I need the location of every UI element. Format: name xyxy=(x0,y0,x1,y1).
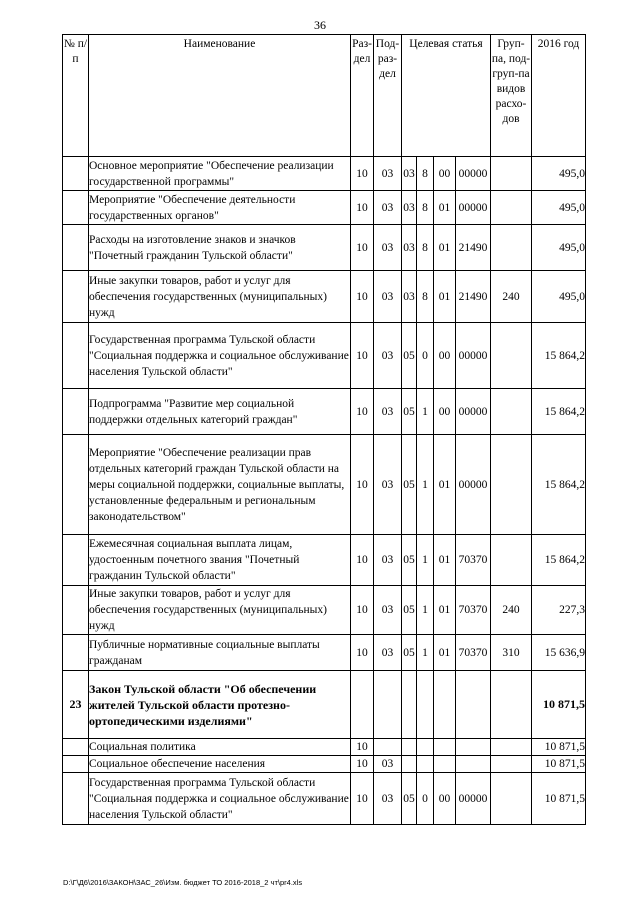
row-target-direction: 00000 xyxy=(456,435,491,535)
row-name: Мероприятие "Обеспечение реализации прав отдельных категорий граждан Тульской области на меры социальной поддержки, социальные выплаты, установленные федеральным и региональным законодательством" xyxy=(89,435,351,535)
row-podrazdel: 03 xyxy=(374,535,402,586)
table-row xyxy=(63,635,586,671)
row-target-program: 03 xyxy=(402,225,417,271)
row-target-subprogram: 1 xyxy=(417,535,434,586)
row-podrazdel: 03 xyxy=(374,157,402,191)
row-number xyxy=(63,739,89,756)
row-name: Мероприятие "Обеспечение деятельности государственных органов" xyxy=(89,191,351,225)
row-expense-group xyxy=(491,191,532,225)
row-amount: 15 864,2 xyxy=(532,323,586,389)
row-target-subprogram: 0 xyxy=(417,323,434,389)
row-amount: 10 871,5 xyxy=(532,671,586,739)
row-name: Публичные нормативные социальные выплаты гражданам xyxy=(89,635,351,671)
row-razdel: 10 xyxy=(351,635,374,671)
row-amount: 227,3 xyxy=(532,586,586,635)
row-name: Государственная программа Тульской области "Социальная поддержка и социальное обслуживание населения Тульской области" xyxy=(89,773,351,825)
row-name: Подпрограмма "Развитие мер социальной поддержки отдельных категорий граждан" xyxy=(89,389,351,435)
row-target-subprogram: 1 xyxy=(417,586,434,635)
row-target-event: 00 xyxy=(434,323,456,389)
row-target-direction: 00000 xyxy=(456,191,491,225)
table-row xyxy=(63,389,586,435)
row-target-subprogram xyxy=(417,671,434,739)
budget-table xyxy=(62,34,586,825)
table-row xyxy=(63,535,586,586)
row-razdel: 10 xyxy=(351,773,374,825)
row-target-subprogram: 8 xyxy=(417,225,434,271)
row-target-subprogram xyxy=(417,756,434,773)
row-target-event: 01 xyxy=(434,635,456,671)
row-target-event: 00 xyxy=(434,157,456,191)
row-expense-group xyxy=(491,323,532,389)
row-amount: 15 864,2 xyxy=(532,435,586,535)
row-expense-group xyxy=(491,225,532,271)
row-name: Иные закупки товаров, работ и услуг для обеспечения государственных (муниципальных) нужд xyxy=(89,271,351,323)
col-podrazdel-header: Под-раз-дел xyxy=(374,35,402,157)
row-target-direction: 70370 xyxy=(456,535,491,586)
row-target-subprogram: 8 xyxy=(417,191,434,225)
row-target-direction: 00000 xyxy=(456,157,491,191)
row-number: 23 xyxy=(63,671,89,739)
row-target-event xyxy=(434,739,456,756)
row-podrazdel: 03 xyxy=(374,773,402,825)
row-razdel: 10 xyxy=(351,271,374,323)
row-target-program xyxy=(402,671,417,739)
row-target-event: 01 xyxy=(434,535,456,586)
row-target-subprogram: 1 xyxy=(417,635,434,671)
row-target-direction: 70370 xyxy=(456,635,491,671)
row-number xyxy=(63,225,89,271)
row-number xyxy=(63,635,89,671)
row-target-program xyxy=(402,739,417,756)
row-target-program: 05 xyxy=(402,586,417,635)
row-target-program: 03 xyxy=(402,271,417,323)
col-razdel-header: Раз-дел xyxy=(351,35,374,157)
row-target-program: 05 xyxy=(402,535,417,586)
row-amount: 495,0 xyxy=(532,271,586,323)
row-podrazdel: 03 xyxy=(374,756,402,773)
row-number xyxy=(63,389,89,435)
row-name: Социальное обеспечение населения xyxy=(89,756,351,773)
row-target-program: 05 xyxy=(402,389,417,435)
table-body xyxy=(63,157,586,825)
row-name: Закон Тульской области "Об обеспечении жителей Тульской области протезно-ортопедическими изделиями" xyxy=(89,671,351,739)
row-target-program: 05 xyxy=(402,323,417,389)
row-amount: 495,0 xyxy=(532,191,586,225)
row-razdel: 10 xyxy=(351,535,374,586)
row-podrazdel: 03 xyxy=(374,191,402,225)
row-razdel: 10 xyxy=(351,323,374,389)
row-target-direction: 21490 xyxy=(456,225,491,271)
row-target-event: 00 xyxy=(434,389,456,435)
row-amount: 10 871,5 xyxy=(532,773,586,825)
row-number xyxy=(63,323,89,389)
row-amount: 15 864,2 xyxy=(532,389,586,435)
row-target-event: 01 xyxy=(434,191,456,225)
row-expense-group xyxy=(491,157,532,191)
row-target-direction xyxy=(456,739,491,756)
row-target-direction: 00000 xyxy=(456,323,491,389)
row-name: Основное мероприятие "Обеспечение реализации государственной программы" xyxy=(89,157,351,191)
row-expense-group xyxy=(491,671,532,739)
row-podrazdel: 03 xyxy=(374,225,402,271)
row-razdel: 10 xyxy=(351,586,374,635)
row-podrazdel: 03 xyxy=(374,323,402,389)
row-target-program: 05 xyxy=(402,435,417,535)
row-podrazdel: 03 xyxy=(374,635,402,671)
row-expense-group: 240 xyxy=(491,271,532,323)
row-number xyxy=(63,157,89,191)
row-podrazdel: 03 xyxy=(374,586,402,635)
row-amount: 10 871,5 xyxy=(532,739,586,756)
row-target-event: 01 xyxy=(434,435,456,535)
row-name: Иные закупки товаров, работ и услуг для обеспечения государственных (муниципальных) нужд xyxy=(89,586,351,635)
page-number: 36 xyxy=(314,18,326,32)
row-expense-group xyxy=(491,756,532,773)
table-row xyxy=(63,756,586,773)
row-target-program: 03 xyxy=(402,191,417,225)
row-target-subprogram: 1 xyxy=(417,389,434,435)
table-row xyxy=(63,435,586,535)
row-target-direction: 00000 xyxy=(456,773,491,825)
row-amount: 15 864,2 xyxy=(532,535,586,586)
row-target-event: 01 xyxy=(434,586,456,635)
row-amount: 495,0 xyxy=(532,225,586,271)
file-path-footer: D:\Г\Д6\2016\ЗАКОН\ЗАС_26\Изм. бюджет ТО 2016-2018_2 чт\pr4.xls xyxy=(63,878,303,887)
row-amount: 495,0 xyxy=(532,157,586,191)
row-name: Ежемесячная социальная выплата лицам, удостоенным почетного звания "Почетный гражданин Тульской области" xyxy=(89,535,351,586)
row-target-direction xyxy=(456,671,491,739)
row-target-subprogram: 8 xyxy=(417,271,434,323)
row-expense-group xyxy=(491,773,532,825)
table-row xyxy=(63,773,586,825)
row-expense-group xyxy=(491,535,532,586)
col-target-header: Целевая статья xyxy=(402,35,491,157)
row-expense-group xyxy=(491,435,532,535)
row-expense-group: 310 xyxy=(491,635,532,671)
col-year-header: 2016 год xyxy=(532,35,586,157)
row-expense-group xyxy=(491,739,532,756)
row-podrazdel: 03 xyxy=(374,389,402,435)
row-target-event: 01 xyxy=(434,225,456,271)
row-name: Расходы на изготовление знаков и значков "Почетный гражданин Тульской области" xyxy=(89,225,351,271)
row-podrazdel: 03 xyxy=(374,271,402,323)
row-target-subprogram: 0 xyxy=(417,773,434,825)
table-row xyxy=(63,191,586,225)
row-target-subprogram: 8 xyxy=(417,157,434,191)
row-target-direction: 70370 xyxy=(456,586,491,635)
row-expense-group xyxy=(491,389,532,435)
row-target-direction: 00000 xyxy=(456,389,491,435)
row-target-program xyxy=(402,756,417,773)
row-name: Социальная политика xyxy=(89,739,351,756)
row-razdel: 10 xyxy=(351,225,374,271)
col-group-header: Груп-па, под-груп-па видов расхо-дов xyxy=(491,35,532,157)
header-row xyxy=(63,35,586,157)
row-razdel: 10 xyxy=(351,157,374,191)
row-razdel: 10 xyxy=(351,389,374,435)
row-target-direction: 21490 xyxy=(456,271,491,323)
row-target-event xyxy=(434,671,456,739)
table-row xyxy=(63,157,586,191)
row-number xyxy=(63,191,89,225)
row-razdel: 10 xyxy=(351,756,374,773)
col-name-header: Наименование xyxy=(89,35,351,157)
table-row xyxy=(63,225,586,271)
table-row xyxy=(63,323,586,389)
row-number xyxy=(63,773,89,825)
row-name: Государственная программа Тульской области "Социальная поддержка и социальное обслуживание населения Тульской области" xyxy=(89,323,351,389)
row-amount: 10 871,5 xyxy=(532,756,586,773)
row-target-subprogram xyxy=(417,739,434,756)
row-target-event xyxy=(434,756,456,773)
row-target-program: 05 xyxy=(402,773,417,825)
row-razdel: 10 xyxy=(351,739,374,756)
table-row xyxy=(63,739,586,756)
row-number xyxy=(63,435,89,535)
row-target-direction xyxy=(456,756,491,773)
row-target-program: 05 xyxy=(402,635,417,671)
row-number xyxy=(63,586,89,635)
row-razdel: 10 xyxy=(351,191,374,225)
row-number xyxy=(63,756,89,773)
table-row xyxy=(63,586,586,635)
row-podrazdel xyxy=(374,739,402,756)
row-amount: 15 636,9 xyxy=(532,635,586,671)
table-row xyxy=(63,671,586,739)
row-podrazdel xyxy=(374,671,402,739)
row-target-program: 03 xyxy=(402,157,417,191)
row-target-event: 00 xyxy=(434,773,456,825)
row-target-event: 01 xyxy=(434,271,456,323)
row-podrazdel: 03 xyxy=(374,435,402,535)
col-num-header: № п/п xyxy=(63,35,89,157)
row-razdel: 10 xyxy=(351,435,374,535)
row-razdel xyxy=(351,671,374,739)
row-target-subprogram: 1 xyxy=(417,435,434,535)
row-number xyxy=(63,535,89,586)
row-expense-group: 240 xyxy=(491,586,532,635)
table-row xyxy=(63,271,586,323)
row-number xyxy=(63,271,89,323)
